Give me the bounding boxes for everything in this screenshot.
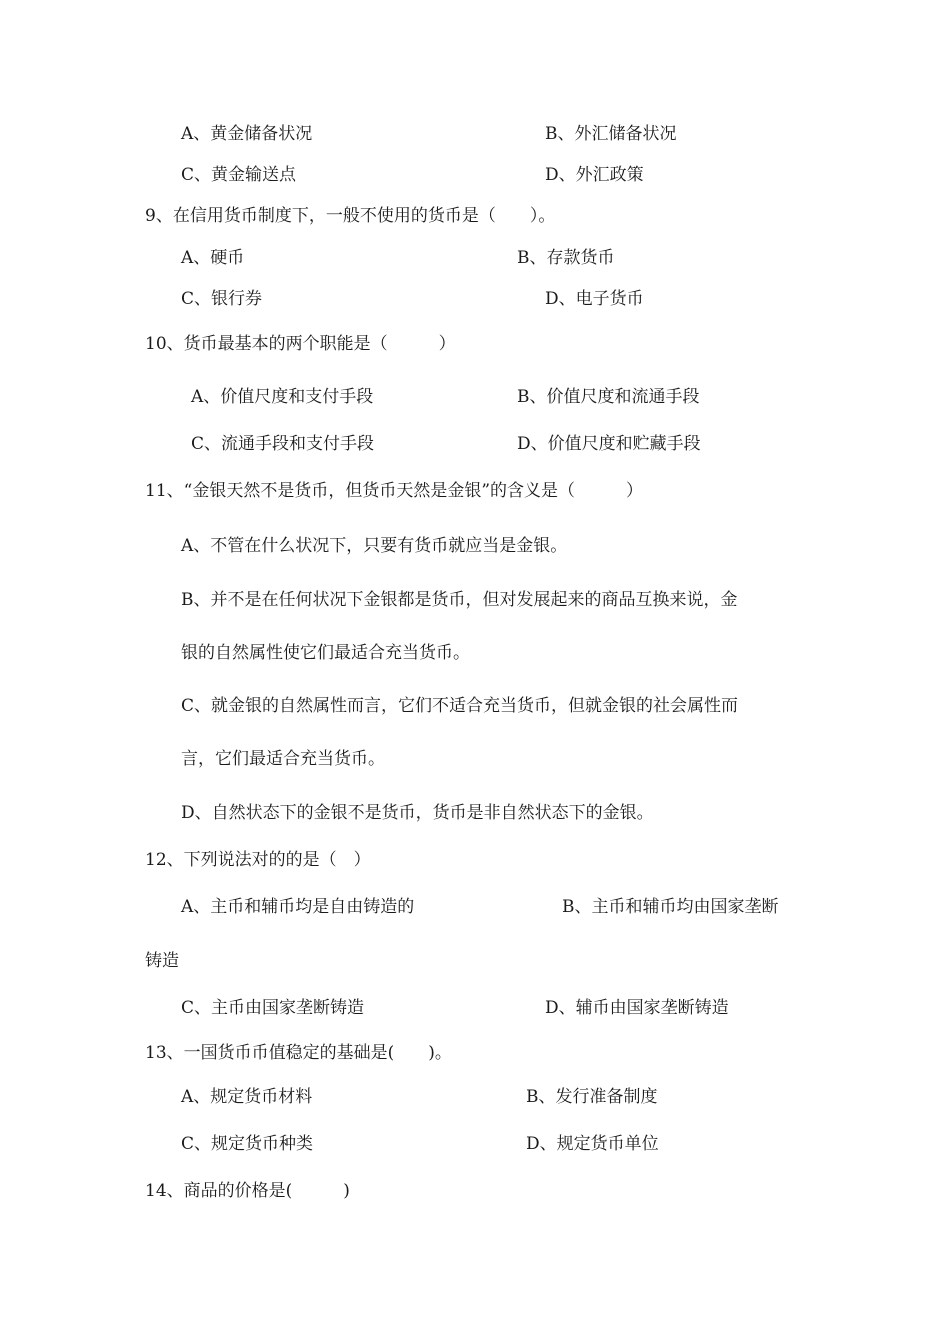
q12-option-a: A、主币和辅币均是自由铸造的 [181,897,415,917]
q10-option-b: B、价值尺度和流通手段 [517,387,700,407]
q9-question: 9、在信用货币制度下，一般不使用的货币是（ ）。 [145,206,556,226]
q11-option-b-line1: B、并不是在任何状况下金银都是货币，但对发展起来的商品互换来说，金 [181,590,738,610]
q9-option-c: C、银行券 [181,289,263,309]
q12-option-b-line1: B、主币和辅币均由国家垄断 [562,897,779,917]
q8-option-a: A、黄金储备状况 [181,124,313,144]
q13-option-a: A、规定货币材料 [181,1087,313,1107]
q12-option-c: C、主币由国家垄断铸造 [181,998,365,1018]
q12-option-b-line2: 铸造 [145,951,179,971]
q10-option-a: A、价值尺度和支付手段 [191,387,374,407]
q11-option-c-line2: 言，它们最适合充当货币。 [181,749,385,769]
q12-option-d: D、辅币由国家垄断铸造 [545,998,729,1018]
q10-question: 10、货币最基本的两个职能是（ ） [145,334,456,354]
q8-option-b: B、外汇储备状况 [545,124,677,144]
q14-question: 14、商品的价格是( ) [145,1181,350,1201]
q11-option-a: A、不管在什么状况下，只要有货币就应当是金银。 [181,536,568,556]
q11-question: 11、“金银天然不是货币，但货币天然是金银”的含义是（ ） [145,481,644,501]
q10-option-d: D、价值尺度和贮藏手段 [517,434,701,454]
q10-option-c: C、流通手段和支付手段 [191,434,375,454]
q9-option-a: A、硬币 [181,248,245,268]
q13-option-d: D、规定货币单位 [526,1134,659,1154]
q9-option-d: D、电子货币 [545,289,644,309]
q9-option-b: B、存款货币 [517,248,615,268]
q11-option-d: D、自然状态下的金银不是货币，货币是非自然状态下的金银。 [181,803,654,823]
q8-option-d: D、外汇政策 [545,165,644,185]
q13-option-b: B、发行准备制度 [526,1087,658,1107]
q11-option-b-line2: 银的自然属性使它们最适合充当货币。 [181,643,470,663]
q11-option-c-line1: C、就金银的自然属性而言，它们不适合充当货币，但就金银的社会属性而 [181,696,739,716]
q8-option-c: C、黄金输送点 [181,165,297,185]
q13-question: 13、一国货币币值稳定的基础是( )。 [145,1043,452,1063]
q13-option-c: C、规定货币种类 [181,1134,314,1154]
q12-question: 12、下列说法对的的是（ ） [145,850,371,870]
